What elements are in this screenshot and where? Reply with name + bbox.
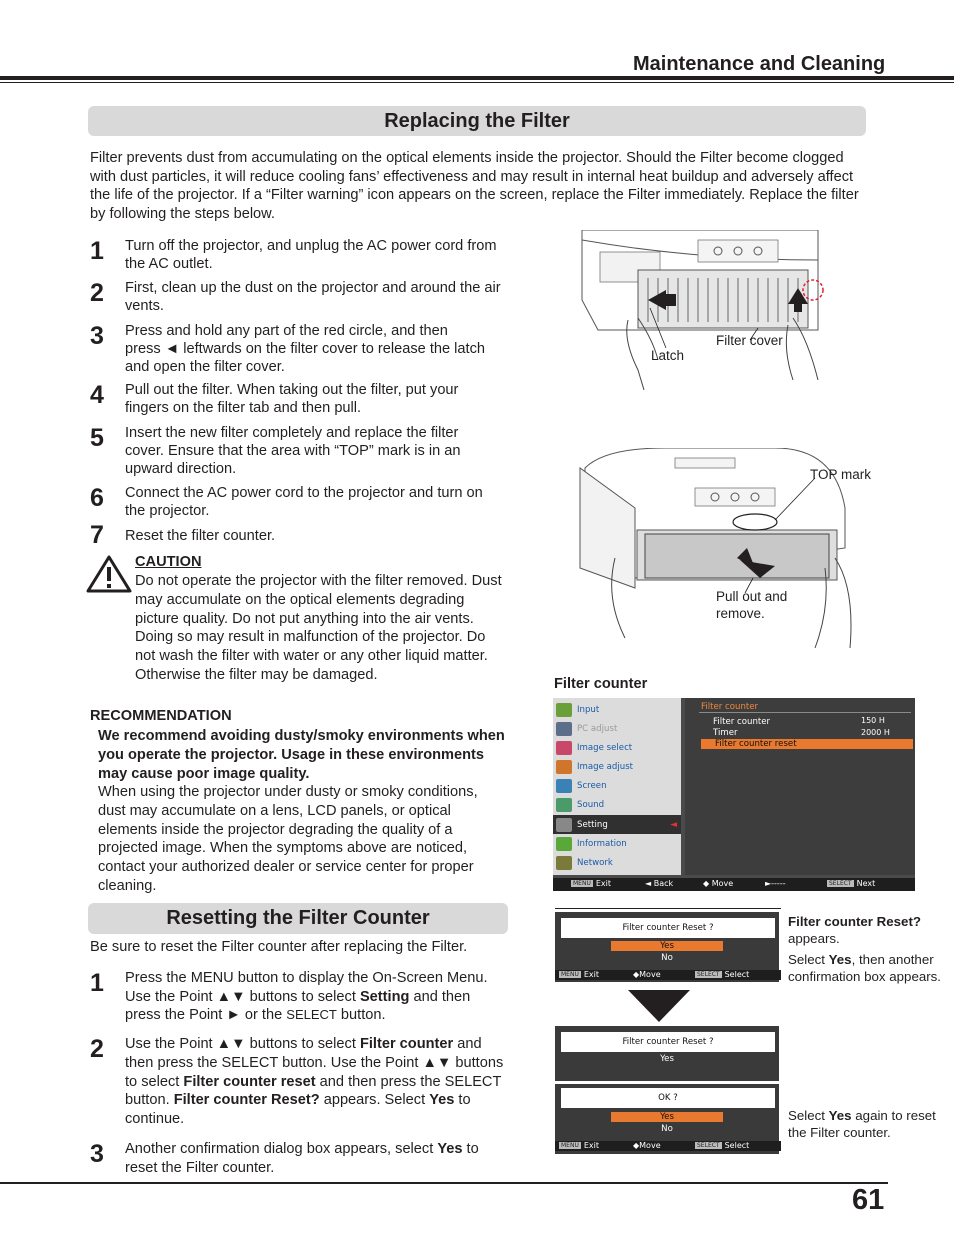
- recommendation-text: When using the projector under dusty or smoky conditions, dust may accumulate on a lens, LCD panels, or optical elements inside the projector degrading the quality of a projected image. When the symptoms above are noticed, contact your authorized dealer or service center for proper cleaning.: [98, 784, 478, 894]
- menu-item-network[interactable]: Network: [553, 853, 681, 872]
- dialog-question: OK ?: [561, 1088, 775, 1108]
- input-icon: [556, 703, 572, 717]
- step-text: Pull out the filter. When taking out the filter, put your fingers on the filter tab and then pull.: [125, 382, 459, 416]
- updown-icon: ◆: [633, 970, 640, 979]
- information-icon: [556, 837, 572, 851]
- menu-footer: MENU Exit ◄ Back ◆ Move ►----- SELECT Next: [553, 878, 915, 891]
- warning-icon: [86, 555, 132, 598]
- submenu-filter-counter[interactable]: Filter counter: [713, 717, 771, 727]
- recommendation-title: RECOMMENDATION: [90, 708, 232, 724]
- menu-item-input[interactable]: Input: [553, 700, 681, 719]
- replacing-filter-heading: Replacing the Filter: [88, 106, 866, 136]
- top-mark-label: TOP mark: [810, 467, 872, 482]
- timer-value: 2000 H: [861, 728, 890, 737]
- sound-icon: [556, 798, 572, 812]
- step-text: Turn off the projector, and unplug the AC power cord from the AC outlet.: [125, 238, 497, 272]
- latch-label: Latch: [651, 348, 685, 363]
- dialog-yes-option[interactable]: Yes: [611, 1112, 723, 1122]
- reset-confirm-dialog: [555, 912, 779, 982]
- dialog-no-option[interactable]: No: [661, 953, 673, 963]
- remove-label: remove.: [716, 606, 765, 621]
- submenu-divider: [699, 712, 911, 713]
- menu-item-image-adjust[interactable]: Image adjust: [553, 757, 681, 776]
- image-select-icon: [556, 741, 572, 755]
- dialog-yes-option[interactable]: Yes: [611, 941, 723, 951]
- back-arrow-icon: ◄: [645, 879, 652, 888]
- step-number: 3: [90, 322, 104, 350]
- dialog-question: Filter counter Reset ?: [561, 918, 775, 938]
- next-arrow-icon: ►: [765, 879, 772, 888]
- step-number: 5: [90, 424, 104, 452]
- section-title: Maintenance and Cleaning: [633, 53, 886, 75]
- filter-cover-label: Filter cover: [716, 333, 783, 348]
- dialog-footer: MENU Exit ◆Move SELECT Select: [555, 1141, 781, 1151]
- updown-icon: ◆: [703, 879, 710, 888]
- caution-text: Do not operate the projector with the filter removed. Dust may accumulate on the optical elements degrading picture quality. Do not put anything into the air vents. Doing so may result in malfunction of the projector. Do not wash the filter with water or any other liquid matter. Otherwise the filter may be damaged.: [135, 573, 502, 683]
- step-number: 2: [90, 1035, 104, 1063]
- screen-icon: [556, 779, 572, 793]
- note-select-yes: Select Yes, then another confirmation box appears.: [788, 952, 941, 984]
- reset-confirm-dialog-selected: [555, 1026, 779, 1081]
- step-text: Reset the filter counter.: [125, 528, 276, 544]
- caution-title: CAUTION: [135, 554, 202, 570]
- footer-back: Back: [653, 879, 674, 888]
- footer-exit: Exit: [595, 879, 612, 888]
- menu-item-sound[interactable]: Sound: [553, 795, 681, 814]
- filter-counter-caption: Filter counter: [554, 676, 648, 692]
- step-text: Insert the new filter completely and replace the filter cover. Ensure that the area with “TOP” mark is in an upward direction.: [125, 425, 461, 477]
- page-number: 61: [852, 1184, 885, 1216]
- network-icon: [556, 856, 572, 870]
- menu-item-screen[interactable]: Screen: [553, 776, 681, 795]
- menu-list: [553, 698, 681, 875]
- step-number: 2: [90, 279, 104, 307]
- menu-item-information[interactable]: Information: [553, 834, 681, 853]
- dialog-top-rule: [555, 908, 781, 909]
- projector-filter-cover-illustration: [578, 230, 828, 390]
- down-arrow-icon: [628, 990, 690, 1027]
- submenu-panel: [685, 698, 915, 875]
- header-rule-thin: [0, 82, 954, 83]
- ok-confirm-dialog: [555, 1084, 779, 1154]
- step-number: 4: [90, 381, 104, 409]
- step-number: 7: [90, 521, 104, 549]
- dialog-footer: MENU Exit ◆Move SELECT Select: [555, 970, 781, 980]
- step-number: 1: [90, 969, 104, 997]
- resetting-intro: Be sure to reset the Filter counter after replacing the Filter.: [90, 939, 468, 955]
- reset-step-text: Use the Point ▲▼ buttons to select Filter counter and then press the SELECT button. Use the Point ▲▼ buttons to select Filter counter reset and then press the SELECT button. Filter counter Reset? appears. Select Yes to continue.: [125, 1036, 504, 1128]
- updown-icon: ◆: [633, 1141, 640, 1150]
- menu-item-pc-adjust[interactable]: PC adjust: [553, 719, 681, 738]
- step-number: 1: [90, 237, 104, 265]
- submenu-filter-counter-reset[interactable]: Filter counter reset: [715, 739, 797, 749]
- submenu-title: Filter counter: [701, 702, 759, 712]
- filter-counter-value: 150 H: [861, 716, 885, 725]
- recommendation-bold: We recommend avoiding dusty/smoky environments when you operate the projector. Usage in these environments may cause poor image quality.: [98, 728, 505, 782]
- note-select-yes-again: Select Yes again to reset the Filter counter.: [788, 1108, 936, 1140]
- selected-arrow-icon: ◄: [670, 819, 677, 830]
- reset-step-text: Press the MENU button to display the On-Screen Menu. Use the Point ▲▼ buttons to select Setting and then press the Point ► or the SELECT button.: [125, 970, 488, 1024]
- reset-step-text: Another confirmation dialog box appears, select Yes to reset the Filter counter.: [125, 1141, 479, 1176]
- step-text: First, clean up the dust on the projector and around the air vents.: [125, 280, 501, 314]
- footer-dashes: -----: [771, 879, 786, 888]
- header-rule: [0, 76, 954, 80]
- image-adjust-icon: [556, 760, 572, 774]
- resetting-filter-counter-heading: Resetting the Filter Counter: [88, 903, 508, 934]
- menu-item-image-select[interactable]: Image select: [553, 738, 681, 757]
- pc-adjust-icon: [556, 722, 572, 736]
- pull-out-label: Pull out and: [716, 589, 788, 604]
- footer-next: Next: [856, 879, 876, 888]
- footer-rule: [0, 1182, 888, 1184]
- submenu-timer[interactable]: Timer: [713, 728, 738, 738]
- dialog-yes-option[interactable]: Yes: [660, 1054, 674, 1064]
- footer-move: Move: [711, 879, 734, 888]
- dialog-no-option[interactable]: No: [661, 1124, 673, 1134]
- step-number: 6: [90, 484, 104, 512]
- onscreen-menu-screenshot: [553, 698, 915, 891]
- menu-item-setting[interactable]: Setting ◄: [553, 815, 681, 834]
- step-text: Press and hold any part of the red circle, and then press ◄ leftwards on the filter cover to release the latch and open the filter cover.: [125, 323, 485, 375]
- step-number: 3: [90, 1140, 104, 1168]
- note-reset-appears: Filter counter Reset? appears.: [788, 914, 921, 946]
- dialog-question: Filter counter Reset ?: [561, 1032, 775, 1052]
- setting-icon: [556, 818, 572, 832]
- step-text: Connect the AC power cord to the projector and turn on the projector.: [125, 485, 483, 519]
- replacing-intro: Filter prevents dust from accumulating on the optical elements inside the projector. Should the Filter become clogged with dust particles, it will reduce cooling fans’ effectiveness and may result in internal heat buildup and adversely affect the life of the projector. If a “Filter warning” icon appears on the screen, replace the Filter immediately. Replace the filter by following the steps below.: [90, 150, 859, 222]
